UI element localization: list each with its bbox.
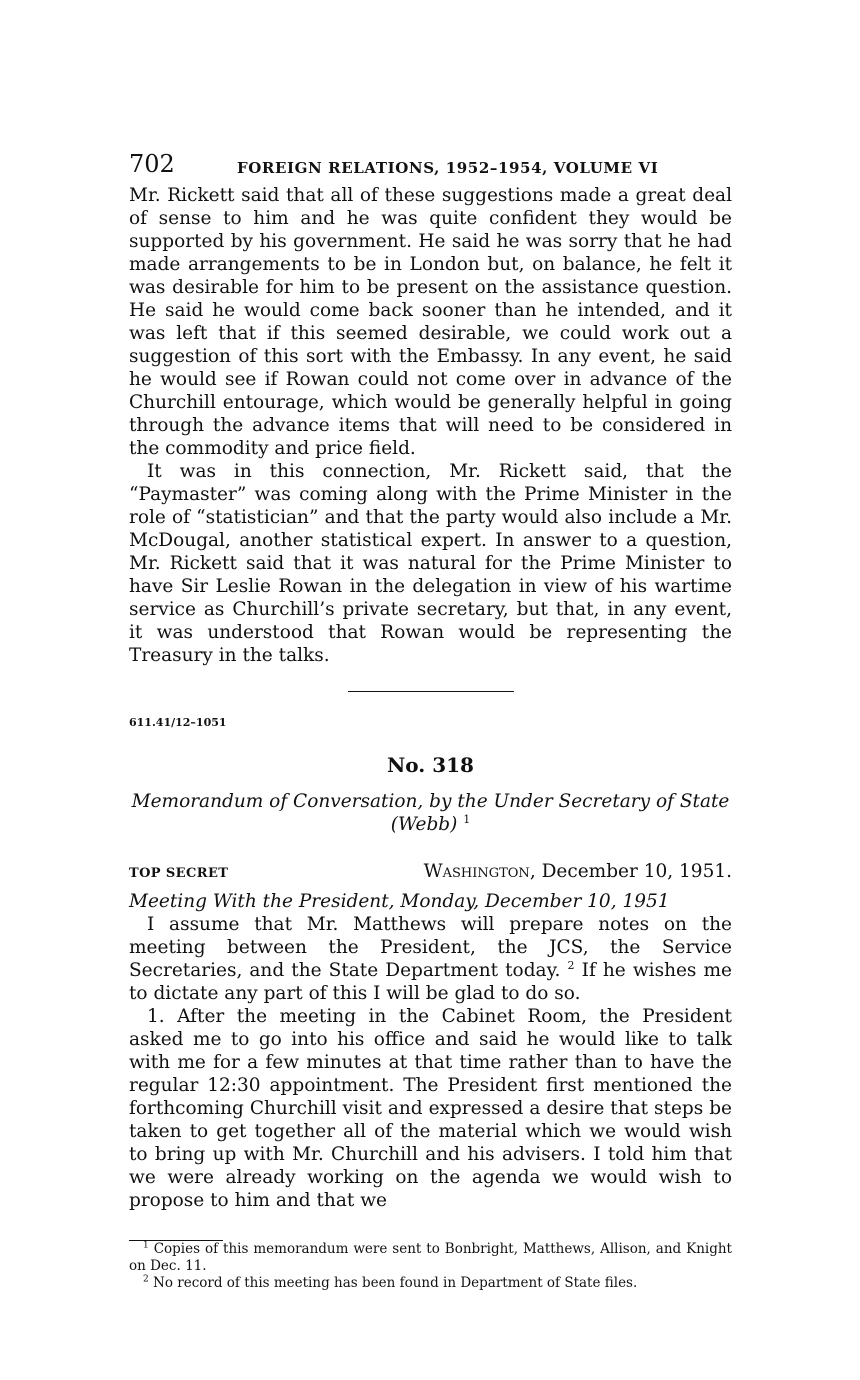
- footnote-marker: 2: [567, 958, 575, 972]
- body-paragraph: 1. After the meeting in the Cabinet Room, the President asked me to go into his office and said he would like to talk with me for a few minutes at that time rather than to have the regular 12:30 appointment. The President first mentioned the forthcoming Churchill visit and expressed a desire that steps be taken to get together all of the material which we would wish to bring up with Mr. Churchill and his advisers. I told him that we were already working on the agenda we would wish to propose to him and that we: [129, 1006, 732, 1211]
- place: Washington: [423, 861, 530, 882]
- footnote: [129, 1275, 732, 1292]
- document-title-text: Memorandum of Conversation, by the Under Secretary of State (Webb): [131, 791, 730, 835]
- dateline: [129, 860, 732, 886]
- body-paragraph: [129, 913, 732, 1005]
- running-title: FOREIGN RELATIONS, 1952–1954, VOLUME VI: [237, 159, 659, 177]
- paragraph-text: If he wishes me to dictate any part of this I will be glad to do so.: [129, 960, 732, 1004]
- body-paragraph: It was in this connection, Mr. Rickett said, that the “Paymaster” was coming along with the Prime Minister in the role of “statistician” and that the party would also include a Mr. McDougal, another statistical expert. In answer to a question, Mr. Rickett said that it was natural for the Prime Minister to have Sir Leslie Rowan in the delegation in view of his wartime service as Churchill’s private secretary, but that, in any event, it was understood that Rowan would be representing the Treasury in the talks.: [129, 461, 732, 666]
- footnote-marker: 1: [463, 812, 471, 826]
- document-title: [129, 790, 732, 836]
- place-date: Washington, December 10, 1951.: [423, 861, 732, 882]
- paragraph-text: I assume that Mr. Matthews will prepare notes on the meeting between the President, the JCS, the Service Secretaries, and the State Department today.: [129, 914, 732, 981]
- footnote-marker: 1: [143, 1240, 149, 1251]
- footnote-text: No record of this meeting has been found in Department of State files.: [153, 1275, 638, 1291]
- date: December 10, 1951.: [541, 861, 732, 882]
- footnote: [129, 1241, 732, 1275]
- memo-text: [129, 913, 732, 1212]
- document-page: [129, 148, 732, 1292]
- document-number: No. 318: [387, 753, 474, 777]
- file-reference: 611.41/12–1051: [129, 716, 227, 729]
- page-number: 702: [129, 150, 175, 178]
- footnotes: [129, 1241, 732, 1292]
- footnote-text: Copies of this memorandum were sent to Bonbright, Matthews, Allison, and Knight on Dec. 11.: [129, 1241, 732, 1274]
- footnote-marker: 2: [143, 1274, 149, 1285]
- running-head: [129, 148, 732, 184]
- classification-label: TOP SECRET: [129, 866, 229, 881]
- subject-line: Meeting With the President, Monday, December 10, 1951: [129, 891, 670, 912]
- body-paragraph: Mr. Rickett said that all of these suggestions made a great deal of sense to him and he was quite confident they would be supported by his government. He said he was sorry that he had made arrangements to be in London but, on balance, he felt it was desirable for him to be present on the assistance question. He said he would come back sooner than he intended, and it was left that if this seemed desirable, we could work out a suggestion of this sort with the Embassy. In any event, he said he would see if Rowan could not come over in advance of the Churchill entourage, which would be generally helpful in going through the advance items that will need to be considered in the commodity and price field.: [129, 185, 732, 459]
- continued-text: [129, 184, 732, 667]
- section-divider: [348, 691, 514, 692]
